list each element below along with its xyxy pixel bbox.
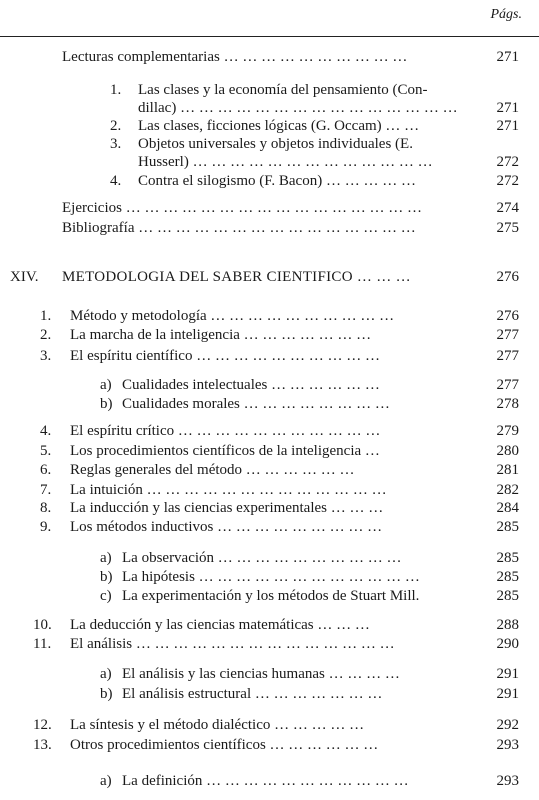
entry-number: 2. xyxy=(40,327,52,343)
entry-number: 6. xyxy=(40,462,52,478)
entry-title: La experimentación y los métodos de Stuart Mill. xyxy=(122,588,420,604)
entry-page-number: 277 xyxy=(496,327,519,343)
entry-page-number: 293 xyxy=(496,737,519,753)
entry-number: 4. xyxy=(40,423,52,439)
entry-page-number: 277 xyxy=(496,348,519,364)
entry-page-number: 285 xyxy=(496,569,519,585)
entry-number: c) xyxy=(100,588,112,604)
entry-number: 2. xyxy=(110,118,122,134)
entry-title: Los procedimientos científicos de la inteligencia … xyxy=(70,443,380,459)
entry-title: El análisis estructural … … … … … … … xyxy=(122,686,383,702)
entry-page-number: 274 xyxy=(496,200,519,216)
entry-page-number: 272 xyxy=(496,173,519,189)
entry-number: 5. xyxy=(40,443,52,459)
entry-number: b) xyxy=(100,686,113,702)
toc-entry xyxy=(0,46,539,68)
entry-title: El análisis … … … … … … … … … … … … … … xyxy=(70,636,395,652)
toc-entry xyxy=(0,663,539,685)
entry-page-number: 279 xyxy=(496,423,519,439)
toc-entry xyxy=(0,217,539,239)
entry-number: a) xyxy=(100,773,112,789)
entry-title: El espíritu crítico … … … … … … … … … … … xyxy=(70,423,381,439)
toc-entry xyxy=(0,516,539,538)
entry-page-number: 278 xyxy=(496,396,519,412)
toc-entry xyxy=(0,324,539,346)
toc-entry xyxy=(0,734,539,756)
entry-page-number: 276 xyxy=(496,308,519,324)
entry-title: La intuición … … … … … … … … … … … … … xyxy=(70,482,387,498)
toc-entry xyxy=(0,170,539,192)
entry-number: 1. xyxy=(110,82,122,98)
entry-title: METODOLOGIA DEL SABER CIENTIFICO … … … xyxy=(62,269,411,285)
entry-title: Las clases y la economía del pensamiento (Con- xyxy=(138,82,428,98)
entry-title: Contra el silogismo (F. Bacon) … … … … … xyxy=(138,173,416,189)
entry-page-number: 292 xyxy=(496,717,519,733)
entry-title: El análisis y las ciencias humanas … … … … xyxy=(122,666,400,682)
entry-page-number: 285 xyxy=(496,588,519,604)
pages-column-header: Págs. xyxy=(490,7,522,22)
entry-page-number: 285 xyxy=(496,519,519,535)
toc-entry xyxy=(0,633,539,655)
toc-entry xyxy=(0,197,539,219)
toc-entry xyxy=(0,683,539,705)
entry-number: 13. xyxy=(33,737,52,753)
entry-page-number: 291 xyxy=(496,666,519,682)
toc-entry xyxy=(0,345,539,367)
entry-title: Objetos universales y objetos individuales (E. xyxy=(138,136,413,152)
entry-page-number: 276 xyxy=(496,269,519,285)
entry-number: a) xyxy=(100,666,112,682)
entry-number: 7. xyxy=(40,482,52,498)
entry-number: 8. xyxy=(40,500,52,516)
entry-page-number: 271 xyxy=(496,100,519,116)
entry-title: Ejercicios … … … … … … … … … … … … … … … … xyxy=(62,200,422,216)
entry-number: 11. xyxy=(33,636,52,652)
entry-title: La deducción y las ciencias matemáticas … … … xyxy=(70,617,370,633)
entry-page-number: 281 xyxy=(496,462,519,478)
entry-page-number: 285 xyxy=(496,550,519,566)
entry-number: 4. xyxy=(110,173,122,189)
entry-number: 9. xyxy=(40,519,52,535)
header-rule xyxy=(0,36,539,37)
entry-title: Husserl) … … … … … … … … … … … … … xyxy=(138,154,433,170)
entry-title: El espíritu científico … … … … … … … … … … xyxy=(70,348,380,364)
entry-page-number: 275 xyxy=(496,220,519,236)
entry-title: Método y metodología … … … … … … … … … … xyxy=(70,308,395,324)
entry-page-number: 271 xyxy=(496,49,519,65)
entry-title: Cualidades intelectuales … … … … … … xyxy=(122,377,380,393)
entry-page-number: 288 xyxy=(496,617,519,633)
entry-number: 3. xyxy=(110,136,122,152)
entry-title: La marcha de la inteligencia … … … … … … … xyxy=(70,327,372,343)
toc-entry xyxy=(0,393,539,415)
toc-entry xyxy=(0,585,539,607)
entry-page-number: 284 xyxy=(496,500,519,516)
entry-title: La síntesis y el método dialéctico … … … … … xyxy=(70,717,365,733)
entry-page-number: 291 xyxy=(496,686,519,702)
entry-title: La inducción y las ciencias experimentales … … … xyxy=(70,500,384,516)
entry-page-number: 282 xyxy=(496,482,519,498)
entry-number: a) xyxy=(100,550,112,566)
entry-title: Bibliografía … … … … … … … … … … … … … … … xyxy=(62,220,416,236)
entry-number: 10. xyxy=(33,617,52,633)
entry-number: 12. xyxy=(33,717,52,733)
entry-title: Reglas generales del método … … … … … … xyxy=(70,462,355,478)
entry-title: La hipótesis … … … … … … … … … … … … xyxy=(122,569,420,585)
entry-title: La definición … … … … … … … … … … … xyxy=(122,773,409,789)
entry-number: 1. xyxy=(40,308,52,324)
entry-title: dillac) … … … … … … … … … … … … … … … xyxy=(138,100,458,116)
toc-entry xyxy=(0,266,539,288)
entry-page-number: 290 xyxy=(496,636,519,652)
entry-number: a) xyxy=(100,377,112,393)
entry-title: Las clases, ficciones lógicas (G. Occam) … … xyxy=(138,118,420,134)
entry-page-number: 271 xyxy=(496,118,519,134)
entry-page-number: 277 xyxy=(496,377,519,393)
entry-number: b) xyxy=(100,569,113,585)
toc-entry xyxy=(0,714,539,736)
entry-title: Otros procedimientos científicos … … … … … … xyxy=(70,737,379,753)
entry-title: Los métodos inductivos … … … … … … … … … xyxy=(70,519,383,535)
toc-entry xyxy=(0,770,539,792)
toc-entry xyxy=(0,459,539,481)
entry-title: Lecturas complementarias … … … … … … … … … … xyxy=(62,49,408,65)
entry-title: Cualidades morales … … … … … … … … xyxy=(122,396,390,412)
entry-title: La observación … … … … … … … … … … xyxy=(122,550,402,566)
entry-page-number: 293 xyxy=(496,773,519,789)
entry-page-number: 272 xyxy=(496,154,519,170)
entry-number: b) xyxy=(100,396,113,412)
toc-entry xyxy=(0,420,539,442)
entry-page-number: 280 xyxy=(496,443,519,459)
entry-number: XIV. xyxy=(10,269,39,285)
entry-number: 3. xyxy=(40,348,52,364)
